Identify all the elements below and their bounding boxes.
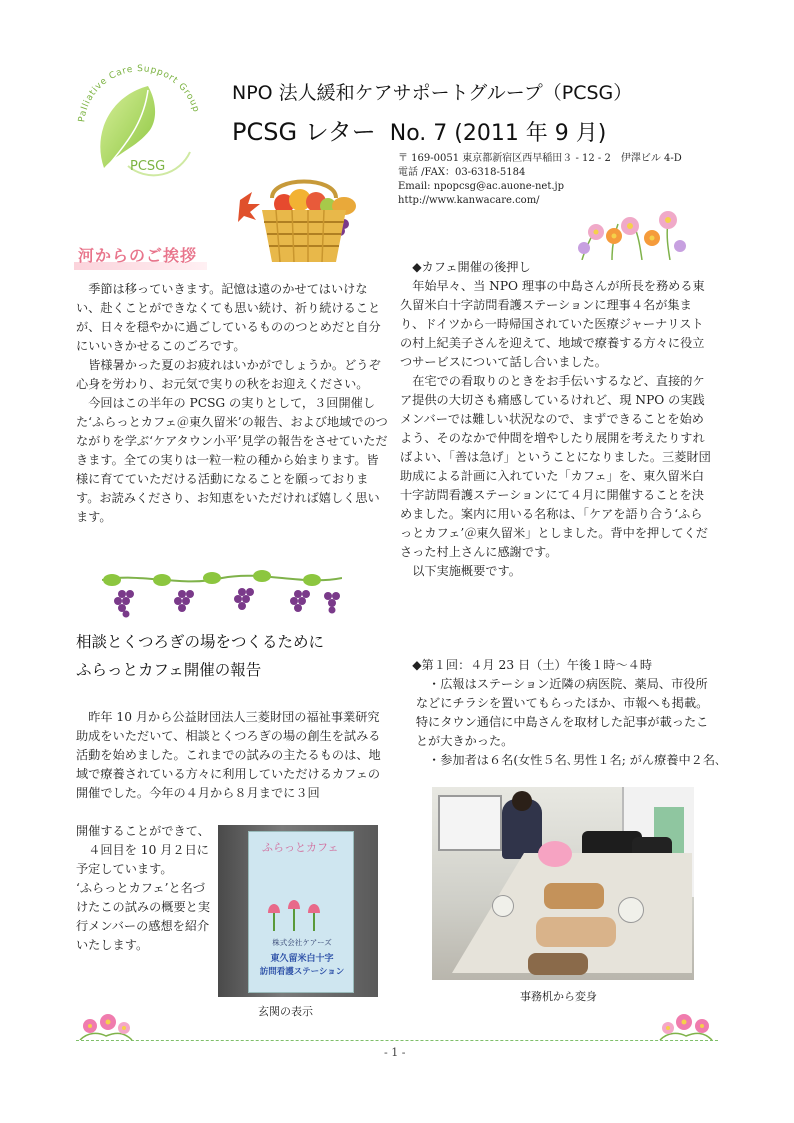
footer-divider <box>76 1040 718 1041</box>
report-heading-line1: 相談とくつろぎの場をつくるために <box>76 633 325 651</box>
report-heading <box>76 628 324 684</box>
report-intro-line: 開催することができて、 <box>76 824 210 838</box>
entrance-sign-photo <box>218 825 378 997</box>
first-session-bullet: ・参加者は６名(女性５名､男性１名; がん療養中２名､ <box>428 753 722 767</box>
greeting-paragraph: 今回はこの半年の PCSG の実りとして，３回開催した‘ふらっとカフェ＠東久留米’の報告、および地域でのつながりを学ぶ‘ケアタウン小平’見学の報告をさせていただきます。全ての実りは一粒一粒の種から始まります。皆様に育てていただける活動になることを願っております。お読みくださり、お知恵をいただければ嬉しく思います。 <box>76 396 388 524</box>
first-session-heading: ◆第１回：４月 23 日（土）午後１時〜４時 <box>412 658 653 672</box>
report-intro-line: ４回目を 10 月２日に予定しています。 <box>76 843 209 876</box>
grape-vine-icon <box>102 568 342 624</box>
photo2-caption: 事務机から変身 <box>520 990 597 1003</box>
office-room-photo <box>432 787 694 980</box>
sign-title: ふらっとカフェ <box>262 841 339 854</box>
pcsg-logo <box>70 56 210 196</box>
photo1-caption: 玄関の表示 <box>258 1005 313 1018</box>
sign-line2: 訪問看護ステーション <box>259 967 345 977</box>
greeting-heading: 河からのご挨拶 <box>78 243 197 266</box>
website-link[interactable]: http://www.kanwacare.com/ <box>398 195 540 206</box>
fruit-basket-icon <box>236 170 372 270</box>
greeting-paragraph: 皆様暑かった夏のお疲れはいかがでしょうか。どうぞ心身を労わり、お元気で実りの秋をお迎えください。 <box>76 358 381 391</box>
report-intro-line: ‘ふらっとカフェ’と名づけたこの試みの概要と実行メンバーの感想を紹介いたします。 <box>76 881 211 952</box>
first-session-bullet: ・広報はステーション近隣の病医院、薬局、市役所などにチラシを置いてもらったほか、市報へも掲載。特にタウン通信に中島さんを取材した記事が載ったことが大きかった。 <box>415 677 709 748</box>
flower-icon <box>656 1010 716 1040</box>
email[interactable]: Email: npopcsg@ac.auone-net.jp <box>398 181 565 192</box>
flower-icon <box>76 1010 136 1040</box>
fruit-basket-illustration <box>236 170 372 270</box>
flowers-decoration <box>572 206 690 260</box>
footer-flowers-left <box>76 1010 136 1040</box>
phone-fax: 電話 /FAX：03-6318-5184 <box>398 167 526 178</box>
issue-number: No. 7 (2011 年 9 月) <box>389 121 607 146</box>
cafe-section <box>400 258 712 581</box>
first-session-section <box>400 656 722 770</box>
leaf-logo-icon <box>70 56 210 196</box>
address: 〒 169-0051 東京都新宿区西早稲田３ - 12 - 2 伊澤ビル 4-D <box>398 153 682 164</box>
greeting-body <box>76 280 388 527</box>
cosmos-flowers-icon <box>572 206 690 260</box>
page-number: - 1 - <box>384 1046 406 1059</box>
grape-garland-decoration <box>102 568 342 624</box>
report-intro <box>76 708 388 803</box>
sign-company: 株式会社ケアーズ <box>272 938 332 947</box>
org-name: NPO 法人緩和ケアサポートグループ（PCSG） <box>232 82 633 104</box>
letter-name: PCSG レター <box>232 118 376 146</box>
greeting-paragraph: 季節は移っていきます。記憶は遠のかせてはいけない、赴くことができなくても思い続け、祈り続けることが、日々を穏やかに過ごしているもののつとめだと自分にいいきかせるこのごろです。 <box>76 282 381 353</box>
sign-line1: 東久留米白十字 <box>270 954 334 964</box>
cafe-paragraph: 在宅での看取りのときをお手伝いするなど、直接的ケア提供の大切さも痛感しているけれど、現 NPO の実践メンバーでは難しい状況なので、まずできることを始めよう、そのなかで仲間を増やしたり展開を考えたりすればよい、「善は急げ」ということになりました。三菱財団助成による計画に入れていた「カフェ」を、東久留米白十字訪問看護ステーションにて４月に開催することを決めました。案内に用いる名称は、「ケアを語り合う‘ふらっとカフェ’＠東久留米」としました。背中を押してくださった村上さんに感謝です。 <box>400 374 711 559</box>
cafe-paragraph: 年始早々、当 NPO 理事の中島さんが所長を務める東久留米白十字訪問看護ステーションに理事４名が集まり、ドイツから一時帰国されていた医療ジャーナリストの村上紀美子さんを迎えて、地域で療養する方々に役立つサービスについて話し合いました。 <box>400 279 705 369</box>
report-intro-paragraph: 昨年 10 月から公益財団法人三菱財団の福祉事業研究助成をいただいて、相談とくつろぎの場の創生を試みる活動を始めました。これまでの試みの主たるものは、地域で療養されている方々に利用していただけるカフェの開催でした。今年の４月から８月までに３回 <box>76 710 381 800</box>
logo-ring-text: Palliative Care Support Group <box>77 64 201 123</box>
report-heading-line2: ふらっとカフェ開催の報告 <box>76 661 262 679</box>
logo-text: PCSG <box>130 159 166 174</box>
footer-flowers-right <box>656 1010 716 1040</box>
report-intro-continued <box>76 822 216 955</box>
cafe-paragraph: 以下実施概要です。 <box>412 564 521 578</box>
tulip-icon <box>264 895 334 931</box>
contact-block <box>398 152 682 208</box>
letter-title <box>232 112 606 147</box>
cafe-heading: ◆カフェ開催の後押し <box>412 260 531 274</box>
